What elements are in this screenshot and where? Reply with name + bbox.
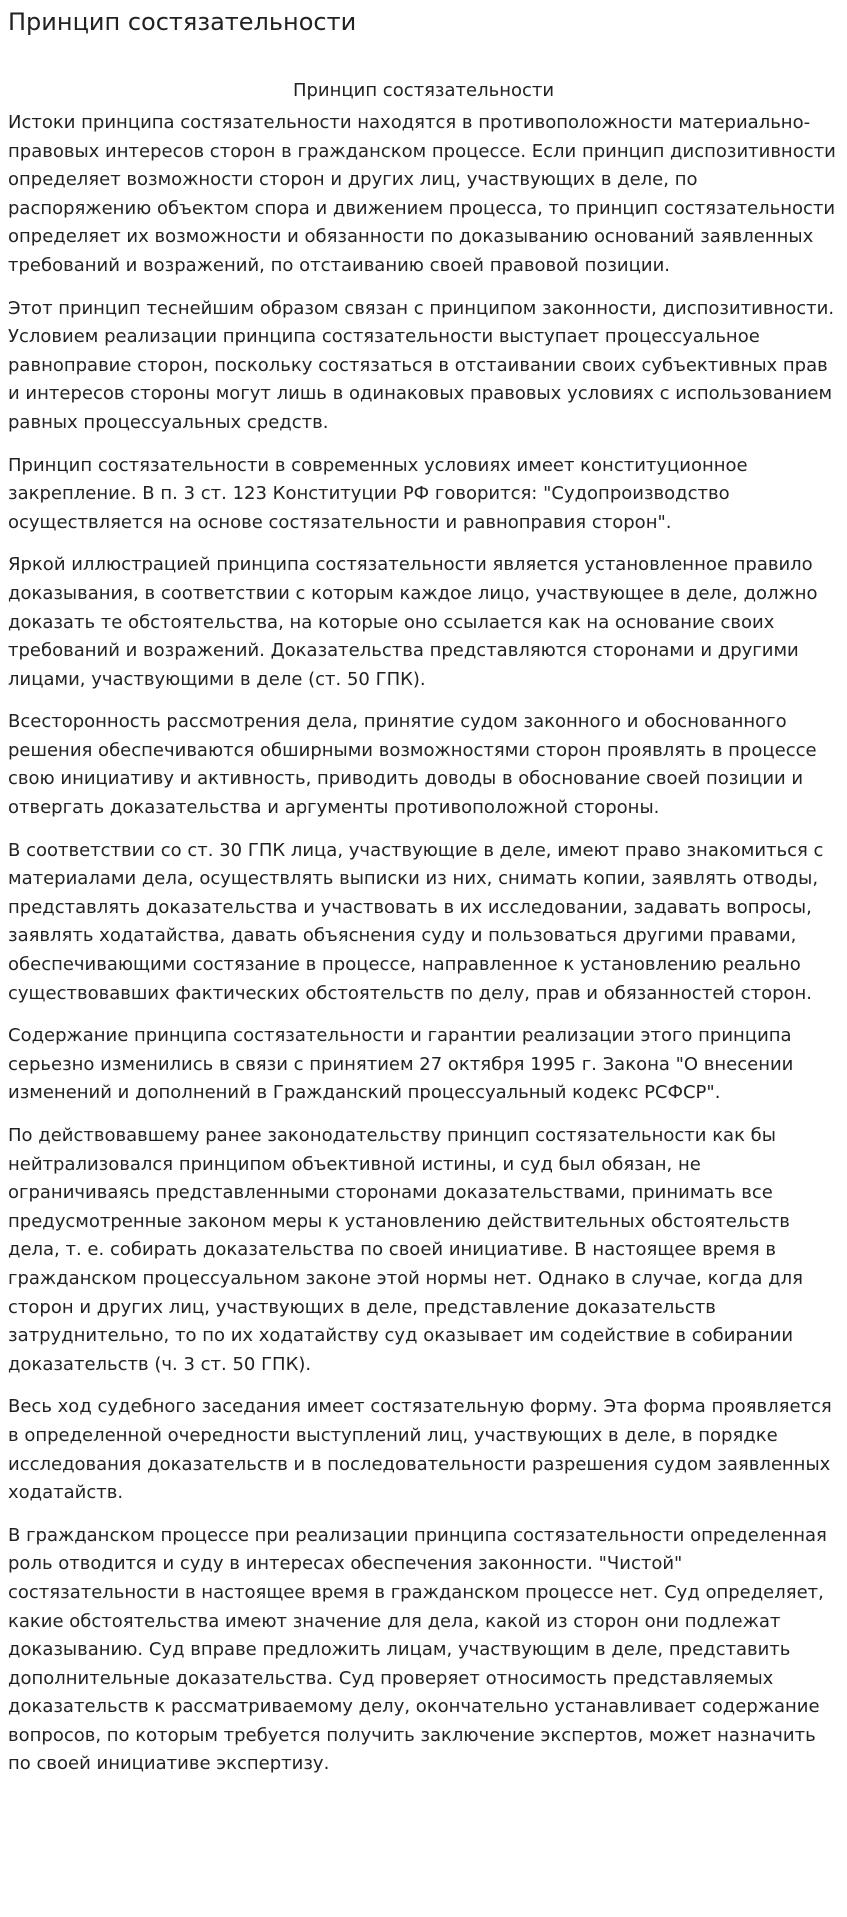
article-body xyxy=(8,109,839,1779)
article-title: Принцип состязательности xyxy=(292,80,555,101)
paragraph-6: В соответствии со ст. 30 ГПК лица, участвующие в деле, имеют право знакомиться с материалами дела, осуществлять выписки из них, снимать копии, заявлять отводы, представлять доказательства и участвовать в их исследовании, задавать вопросы, заявлять ходатайства, давать объяснения суду и пользоваться другими правами, обеспечивающими состязание в процессе, направленное к установлению реально существовавших фактических обстоятельств по делу, прав и обязанностей сторон. xyxy=(8,839,824,1004)
page-title: Принцип состязательности xyxy=(8,8,357,36)
paragraph-9: Весь ход судебного заседания имеет состязательную форму. Эта форма проявляется в определенной очередности выступлений лиц, участвующих в деле, в порядке исследования доказательств и в последовательности разрешения судом заявленных ходатайств. xyxy=(8,1396,832,1504)
paragraph-4: Яркой иллюстрацией принципа состязательности является установленное правило доказывания, в соответствии с которым каждое лицо, участвующее в деле, должно доказать те обстоятельства, на которые оно ссылается как на основание своих требований и возражений. Доказательства представляются сторонами и другими лицами, участвующими в деле (ст. 50 ГПК). xyxy=(8,554,818,690)
paragraph-1: Истоки принципа состязательности находятся в противоположности материально-правовых интересов сторон в гражданском процессе. Если принцип диспозитивности определяет возможности сторон и других лиц, участвующих в деле, по распоряжению объектом спора и движением процесса, то принцип состязательности определяет их возможности и обязанности по доказыванию оснований заявленных требований и возражений, по отстаиванию своей правовой позиции. xyxy=(8,112,836,276)
document-page xyxy=(0,6,847,1779)
paragraph-10: В гражданском процессе при реализации принципа состязательности определенная роль отводится и суду в интересах обеспечения законности. "Чистой" состязательности в настоящее время в гражданском процессе нет. Суд определяет, какие обстоятельства имеют значение для дела, какой из сторон они подлежат доказыванию. Суд вправе предложить лицам, участвующим в деле, представить дополнительные доказательства. Суд проверяет относимость представляемых доказательств к рассматриваемому делу, окончательно устанавливает содержание вопросов, по которым требуется получить заключение экспертов, может назначить по своей инициативе экспертизу. xyxy=(8,1524,827,1775)
paragraph-7: Содержание принципа состязательности и гарантии реализации этого принципа серьезно изменились в связи с принятием 27 октября 1995 г. Закона "О внесении изменений и дополнений в Гражданский процессуальный кодекс РСФСР". xyxy=(8,1025,794,1104)
paragraph-8: По действовавшему ранее законодательству принцип состязательности как бы нейтрализовался принципом объективной истины, и суд был обязан, не ограничиваясь представленными сторонами доказательствами, принимать все предусмотренные законом меры к установлению действительных обстоятельств дела, т. е. собирать доказательства по своей инициативе. В настоящее время в гражданском процессуальном законе этой нормы нет. Однако в случае, когда для сторон и других лиц, участвующих в деле, представление доказательств затруднительно, то по их ходатайству суд оказывает им содействие в собирании доказательств (ч. 3 ст. 50 ГПК). xyxy=(8,1125,803,1375)
paragraph-2: Этот принцип теснейшим образом связан с принципом законности, диспозитивности. Условием реализации принципа состязательности выступает процессуальное равноправие сторон, поскольку состязаться в отстаивании своих субъективных прав и интересов стороны могут лишь в одинаковых правовых условиях с использованием равных процессуальных средств. xyxy=(8,297,835,433)
paragraph-5: Всесторонность рассмотрения дела, принятие судом законного и обоснованного решения обеспечиваются обширными возможностями сторон проявлять в процессе свою инициативу и активность, приводить доводы в обоснование своей позиции и отвергать доказательства и аргументы противоположной стороны. xyxy=(8,711,817,819)
paragraph-3: Принцип состязательности в современных условиях имеет конституционное закрепление. В п. 3 ст. 123 Конституции РФ говорится: "Судопроизводство осуществляется на основе состязательности и равноправия сторон". xyxy=(8,454,748,533)
